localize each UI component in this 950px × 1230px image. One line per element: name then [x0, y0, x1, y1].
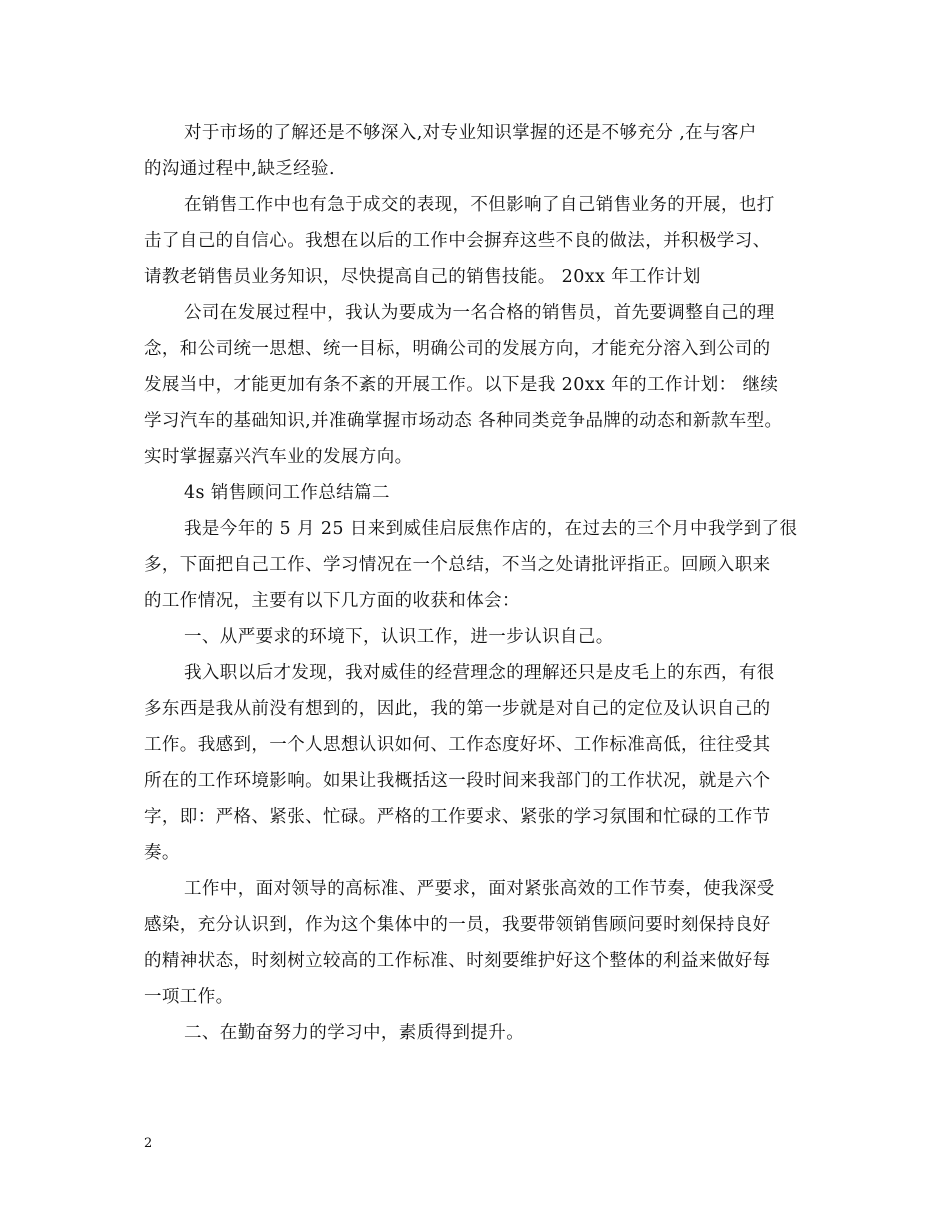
text-line: 字，即：严格、紧张、忙碌。严格的工作要求、紧张的学习氛围和忙碌的工作节	[144, 807, 771, 827]
text-line: 工作中，面对领导的高标准、严要求，面对紧张高效的工作节奏，使我深受	[184, 879, 775, 899]
text-line: 的沟通过程中,缺乏经验.	[144, 159, 335, 179]
text-line: 一项工作。	[144, 987, 234, 1007]
text-line: 奏。	[144, 843, 180, 863]
text-line: 多东西是我从前没有想到的，因此，我的第一步就是对自己的定位及认识自己的	[144, 699, 771, 719]
text-line: 在销售工作中也有急于成交的表现，不但影响了自己销售业务的开展，也打	[184, 195, 775, 215]
text-line: 二、在勤奋努力的学习中，素质得到提升。	[184, 1023, 525, 1043]
text-line: 念，和公司统一思想、统一目标，明确公司的发展方向，才能充分溶入到公司的	[144, 339, 771, 359]
text-line: 发展当中，才能更加有条不紊的开展工作。以下是我 20xx 年的工作计划： 继续	[144, 375, 779, 395]
text-line: 公司在发展过程中，我认为要成为一名合格的销售员，首先要调整自己的理	[184, 303, 775, 323]
text-line: 学习汽车的基础知识,并准确掌握市场动态 各种同类竞争品牌的动态和新款车型。	[144, 411, 783, 431]
text-line: 的工作情况，主要有以下几方面的收获和体会：	[144, 591, 520, 611]
text-line: 我是今年的 5 月 25 日来到威佳启辰焦作店的，在过去的三个月中我学到了很	[184, 519, 798, 539]
text-line: 我入职以后才发现，我对威佳的经营理念的理解还只是皮毛上的东西，有很	[184, 663, 775, 683]
text-line: 工作。我感到，一个人思想认识如何、工作态度好坏、工作标准高低，往往受其	[144, 735, 771, 755]
text-line: 多，下面把自己工作、学习情况在一个总结，不当之处请批评指正。回顾入职来	[144, 555, 771, 575]
text-line: 所在的工作环境影响。如果让我概括这一段时间来我部门的工作状况，就是六个	[144, 771, 771, 791]
text-line: 一、从严要求的环境下，认识工作，进一步认识自己。	[184, 627, 614, 647]
text-line: 击了自己的自信心。我想在以后的工作中会摒弃这些不良的做法，并积极学习、	[144, 231, 771, 251]
text-line: 感染，充分认识到，作为这个集体中的一员，我要带领销售顾问要时刻保持良好	[144, 915, 771, 935]
section-heading: 4s 销售顾问工作总结篇二	[184, 483, 390, 503]
text-line: 实时掌握嘉兴汽车业的发展方向。	[144, 447, 413, 467]
text-line: 的精神状态，时刻树立较高的工作标准、时刻要维护好这个整体的利益来做好每	[144, 951, 771, 971]
page-number: 2	[144, 1136, 153, 1151]
text-line: 对于市场的了解还是不够深入,对专业知识掌握的还是不够充分 ,在与客户	[184, 123, 757, 143]
text-line: 请教老销售员业务知识，尽快提高自己的销售技能。 20xx 年工作计划	[144, 267, 701, 287]
